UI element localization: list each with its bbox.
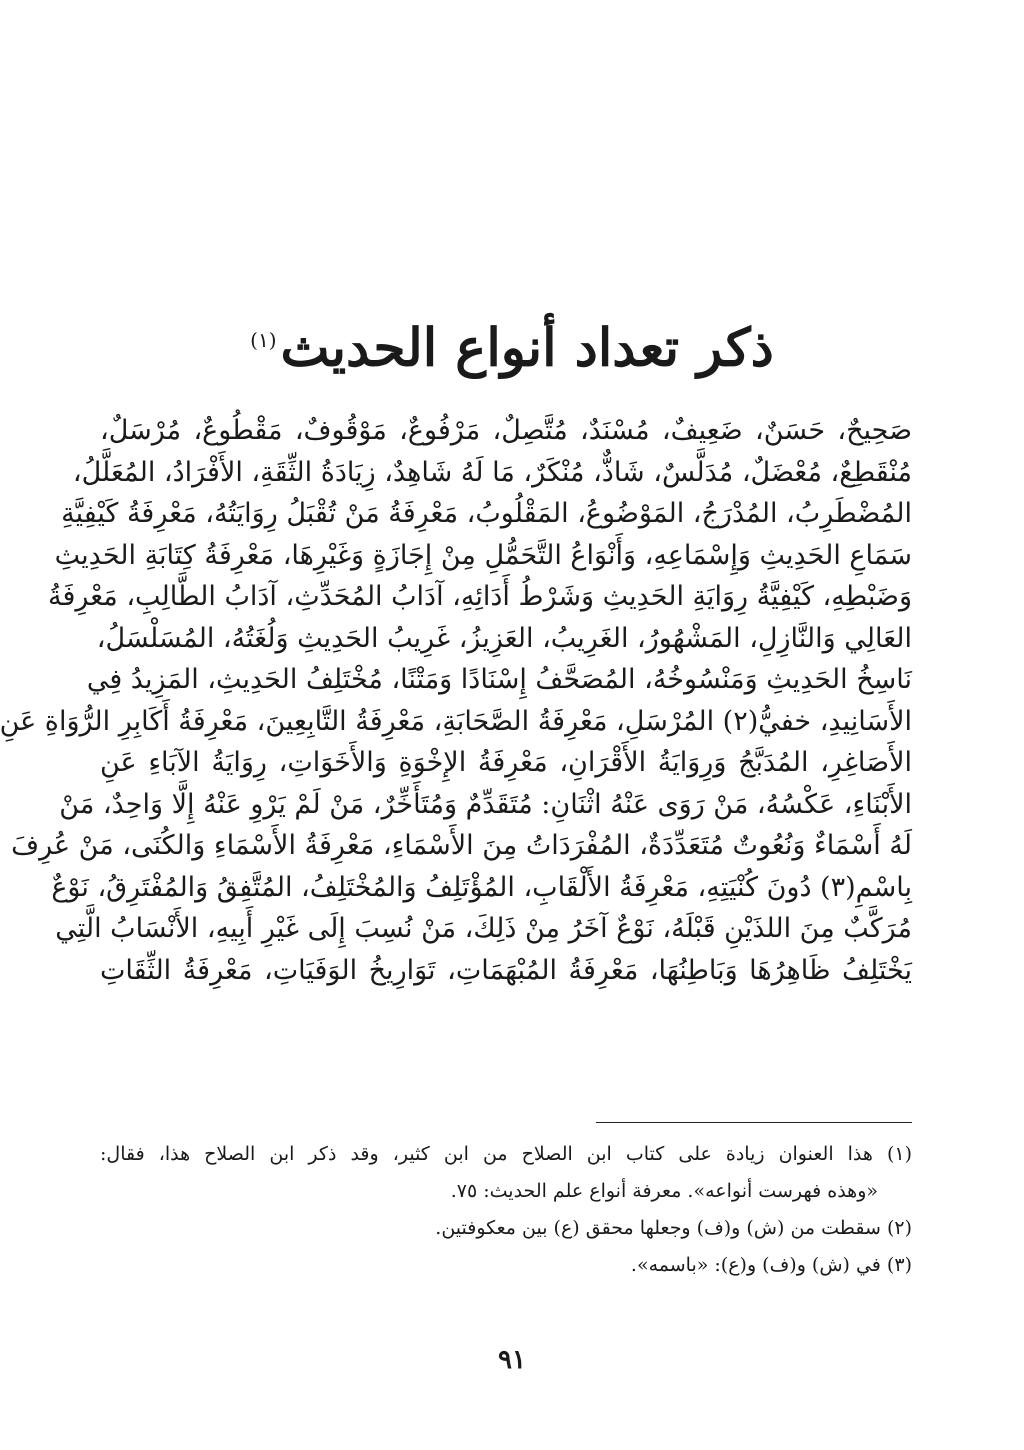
body-line: الأَبْنَاءِ، عَكْسُهُ، مَنْ رَوَى عَنْهُ اثْنَانِ: مُتَقَدِّمٌ وَمُتَأَخِّرٌ، مَنْ لَمْ يَرْوِ عَنْهُ إِلَّا وَاحِدٌ، مَنْ <box>59 788 912 820</box>
page-number: ٩١ <box>498 1345 526 1375</box>
body-text <box>0 410 912 1100</box>
body-line: وَضَبْطِهِ، كَيْفِيَّةُ رِوَايَةِ الحَدِيثِ وَشَرْطُ أَدَائِهِ، آدَابُ المُحَدِّثِ، آدَابُ الطَّالِبِ، مَعْرِفَةُ <box>47 581 912 612</box>
chapter-title <box>0 300 1024 388</box>
body-line: المُضْطَرِبُ، المُدْرَجُ، المَوْضُوعُ، المَقْلُوبُ، مَعْرِفَةُ مَنْ تُقْبَلُ رِوَايَتُهُ، مَعْرِفَةُ كَيْفِيَّةِ <box>61 498 912 529</box>
footnote-1-line-2: «وهذه فهرست أنواعه». معرفة أنواع علم الحديث: ٧٥. <box>450 1180 878 1202</box>
body-line: صَحِيحٌ، حَسَنٌ، ضَعِيفٌ، مُسْنَدٌ، مُتَّصِلٌ، مَرْفُوعٌ، مَوْقُوفٌ، مَقْطُوعٌ، مُرْسَلٌ، <box>100 415 912 446</box>
chapter-title-text: ذكر تعداد أنواع الحديث <box>280 317 774 379</box>
footnote-separator <box>596 1122 912 1123</box>
title-footnote-ref: (١) <box>250 328 277 352</box>
footnote-1-line-1: (١) هذا العنوان زيادة على كتاب ابن الصلاح من ابن كثير، وقد ذكر ابن الصلاح هذا، فقال: <box>100 1143 912 1165</box>
footnote-2: (٢) سقطت من (ش) و(ف) وجعلها محقق (ع) بين معكوفتين. <box>435 1217 912 1239</box>
body-line: مُرَكَّبٌ مِنَ اللذَيْنِ قَبْلَهُ، نَوْعٌ آخَرُ مِنْ ذَلِكَ، مَنْ نُسِبَ إِلَى غَيْرِ أَبِيهِ، الأَنْسَابُ الَّتِي <box>55 913 912 944</box>
body-line: الأَسَانِيدِ، خفيُّ(٢) المُرْسَلِ، مَعْرِفَةُ الصَّحَابَةِ، مَعْرِفَةُ التَّابِعِينَ، مَعْرِفَةُ أَكَابِرِ الرُّوَاةِ عَنِ <box>0 705 912 737</box>
body-line: بِاسْمِ(٣) دُونَ كُنْيَتِهِ، مَعْرِفَةُ الأَلْقَابِ، المُؤْتَلِفُ وَالمُخْتَلِفُ، المُتَّفِقُ وَالمُفْتَرِقُ، نَوْعٌ <box>51 871 912 903</box>
body-line: يَخْتَلِفُ ظَاهِرُهَا وَبَاطِنُهَا، مَعْرِفَةُ المُبْهَمَاتِ، تَوَارِيخُ الوَفَيَاتِ، مَعْرِفَةُ الثِّقَاتِ <box>100 954 912 986</box>
body-line: مُنْقَطِعٌ، مُعْضَلٌ، مُدَلَّسٌ، شَاذٌّ، مُنْكَرٌ، مَا لَهُ شَاهِدٌ، زِيَادَةُ الثِّقَةِ، الأَفْرَادُ، المُعَلَّلُ، <box>72 456 912 488</box>
body-line: لَهُ أَسْمَاءٌ وَنُعُوتٌ مُتَعَدِّدَةٌ، المُفْرَدَاتُ مِنَ الأَسْمَاءِ، مَعْرِفَةُ الأَسْمَاءِ وَالكُنَى، مَنْ عُرِفَ <box>11 830 912 861</box>
footnotes <box>100 1136 912 1284</box>
footnote-3: (٣) في (ش) و(ف) و(ع): «باسمه». <box>630 1254 912 1276</box>
body-line: نَاسِخُ الحَدِيثِ وَمَنْسُوخُهُ، المُصَحَّفُ إِسْنَادًا وَمَتْنًا، مُخْتَلِفُ الحَدِيثِ، المَزِيدُ فِي <box>86 664 912 695</box>
body-line: العَالِي وَالنَّازِلِ، المَشْهُورُ، الغَرِيبُ، العَزِيزُ، غَرِيبُ الحَدِيثِ وَلُغَتُهُ، المُسَلْسَلُ، <box>96 622 912 654</box>
body-line: سَمَاعِ الحَدِيثِ وَإِسْمَاعِهِ، وَأَنْوَاعُ التَّحَمُّلِ مِنْ إِجَازَةٍ وَغَيْرِهَا، مَعْرِفَةُ كِتَابَةِ الحَدِيثِ <box>54 539 912 571</box>
body-line: الأَصَاغِرِ، المُدَبَّجُ وَرِوَايَةُ الأَقْرَانِ، مَعْرِفَةُ الإِخْوَةِ وَالأَخَوَاتِ، رِوَايَةُ الآبَاءِ عَنِ <box>100 747 912 778</box>
